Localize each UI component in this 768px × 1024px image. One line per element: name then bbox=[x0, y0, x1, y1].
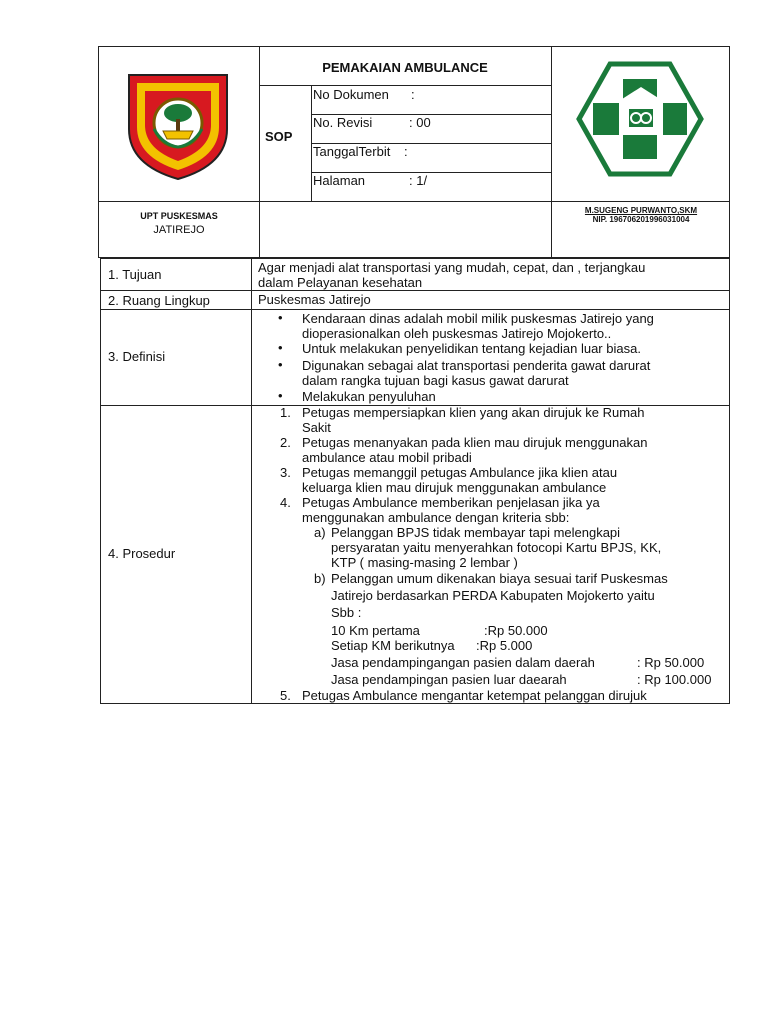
bullet-icon: • bbox=[278, 310, 283, 325]
step-text: keluarga klien mau dirujuk menggunakan ambulance bbox=[302, 480, 607, 495]
field-no-revisi-label: No. Revisi bbox=[313, 115, 373, 130]
substep-text: Sbb : bbox=[331, 605, 362, 620]
tariff-item: 10 Km pertama bbox=[331, 623, 420, 638]
tariff-item: Jasa pendampingan pasien luar daearah bbox=[331, 672, 567, 687]
section-prosedur bbox=[101, 405, 729, 704]
divider bbox=[259, 85, 551, 86]
definition-text: Digunakan sebagai alat transportasi penderita gawat darurat bbox=[302, 358, 651, 373]
divider bbox=[99, 201, 730, 202]
definition-text: dioperasionalkan oleh puskesmas Jatirejo Mojokerto.. bbox=[302, 326, 612, 341]
divider bbox=[259, 47, 260, 258]
step-number: 5. bbox=[280, 688, 291, 703]
bullet-icon: • bbox=[278, 388, 283, 403]
definition-text: Kendaraan dinas adalah mobil milik puskesmas Jatirejo yang bbox=[302, 311, 654, 326]
step-number: 4. bbox=[280, 495, 291, 510]
field-halaman-label: Halaman bbox=[313, 173, 366, 188]
substep-letter: b) bbox=[314, 571, 326, 586]
tariff-item: Setiap KM berikutnya bbox=[331, 638, 455, 653]
bullet-icon: • bbox=[278, 357, 283, 372]
substep-text: KTP ( masing-masing 2 lembar ) bbox=[331, 555, 518, 570]
definition-text: dalam rangka tujuan bagi kasus gawat darurat bbox=[302, 373, 569, 388]
kabupaten-shield-logo bbox=[123, 69, 233, 183]
tariff-price: :Rp 50.000 bbox=[484, 623, 548, 638]
tariff-price: : Rp 50.000 bbox=[637, 655, 705, 670]
tariff-price: :Rp 5.000 bbox=[476, 638, 533, 653]
field-no-dokumen-label: No Dokumen bbox=[313, 87, 389, 102]
bullet-icon: • bbox=[278, 340, 283, 355]
definition-text: Melakukan penyuluhan bbox=[302, 389, 436, 404]
sop-header bbox=[98, 46, 730, 258]
section-text: Puskesmas Jatirejo bbox=[258, 292, 371, 307]
section-label: 4. Prosedur bbox=[108, 546, 176, 561]
step-number: 2. bbox=[280, 435, 291, 450]
section-text: Agar menjadi alat transportasi yang mudah, cepat, dan , terjangkau bbox=[258, 260, 646, 275]
section-tujuan bbox=[101, 259, 729, 290]
step-text: Petugas memanggil petugas Ambulance jika klien atau bbox=[302, 465, 618, 480]
step-text: menggunakan ambulance dengan kriteria sbb: bbox=[302, 510, 570, 525]
step-number: 3. bbox=[280, 465, 291, 480]
substep-text: persyaratan yaitu menyerahkan fotocopi Kartu BPJS, KK, bbox=[331, 540, 662, 555]
section-label: 3. Definisi bbox=[108, 349, 166, 364]
official-nip: NIP. 196706201996031004 bbox=[592, 215, 690, 224]
definition-text: Untuk melakukan penyelidikan tentang kejadian luar biasa. bbox=[302, 341, 641, 356]
step-number: 1. bbox=[280, 405, 291, 420]
step-text: ambulance atau mobil pribadi bbox=[302, 450, 472, 465]
step-text: Sakit bbox=[302, 420, 331, 435]
field-tanggal-terbit-value: : bbox=[404, 144, 408, 159]
step-text: Petugas mempersiapkan klien yang akan dirujuk ke Rumah bbox=[302, 405, 645, 420]
field-tanggal-terbit-label: TanggalTerbit bbox=[313, 144, 391, 159]
substep-text: Pelanggan BPJS tidak membayar tapi melengkapi bbox=[331, 525, 621, 540]
step-text: Petugas menanyakan pada klien mau dirujuk menggunakan bbox=[302, 435, 648, 450]
divider bbox=[551, 47, 552, 258]
field-no-revisi-value: : 00 bbox=[409, 115, 431, 130]
step-text: Petugas Ambulance mengantar ketempat pelanggan dirujuk bbox=[302, 688, 647, 703]
substep-text: Pelanggan umum dikenakan biaya sesuai tarif Puskesmas bbox=[331, 571, 668, 586]
sop-label: SOP bbox=[265, 129, 293, 144]
section-definisi bbox=[101, 309, 729, 406]
org-location: JATIREJO bbox=[153, 224, 205, 236]
sop-content-table bbox=[100, 258, 730, 704]
document-title: PEMAKAIAN AMBULANCE bbox=[322, 60, 488, 75]
substep-letter: a) bbox=[314, 525, 326, 540]
section-label: 2. Ruang Lingkup bbox=[108, 293, 210, 308]
tariff-item: Jasa pendampingangan pasien dalam daerah bbox=[331, 655, 595, 670]
field-halaman-value: : 1/ bbox=[409, 173, 428, 188]
org-name: UPT PUSKESMAS bbox=[140, 211, 218, 221]
tariff-price: : Rp 100.000 bbox=[637, 672, 712, 687]
section-ruang-lingkup bbox=[101, 290, 729, 310]
puskesmas-logo bbox=[575, 61, 705, 177]
field-no-dokumen-value: : bbox=[411, 87, 415, 102]
substep-text: Jatirejo berdasarkan PERDA Kabupaten Mojokerto yaitu bbox=[331, 588, 655, 603]
step-text: Petugas Ambulance memberikan penjelasan jika ya bbox=[302, 495, 600, 510]
official-name: M.SUGENG PURWANTO,SKM bbox=[584, 206, 698, 215]
section-text: dalam Pelayanan kesehatan bbox=[258, 275, 423, 290]
section-label: 1. Tujuan bbox=[108, 267, 162, 282]
